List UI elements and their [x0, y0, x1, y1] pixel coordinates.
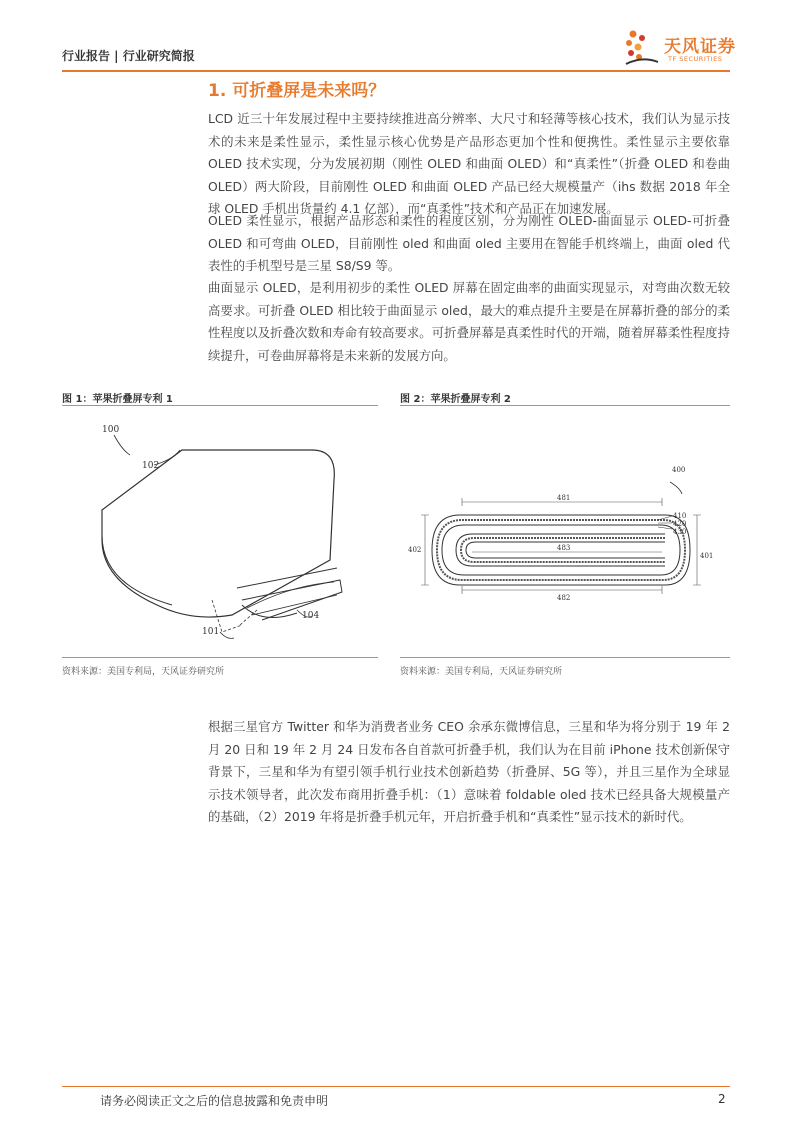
- fig2-label-400: 400: [672, 466, 686, 474]
- fig2-label-430: 430: [673, 528, 687, 536]
- fig2-label-481: 481: [557, 494, 571, 502]
- figure1-top-rule: [62, 405, 378, 406]
- fig2-label-483: 483: [557, 544, 571, 552]
- fig2-label-402: 402: [408, 546, 422, 554]
- fig1-label-101: 101: [202, 627, 220, 637]
- figure1-source: 资料来源：美国专利局，天风证券研究所: [62, 667, 225, 677]
- paragraph-3: 曲面显示 OLED，是利用初步的柔性 OLED 屏幕在固定曲率的曲面实现显示，对弯曲次数无较高要求。可折叠 OLED 相比较于曲面显示 oled，最大的难点提升主要是在屏幕折叠的部分的柔性程度以及折叠次数和寿命有较高要求。可折叠屏幕是真柔性时代的开端，随着屏幕柔性程度持续提升，可卷曲屏幕将是未来新的发展方向。: [208, 280, 730, 363]
- fig2-label-482: 482: [557, 594, 571, 602]
- fig1-label-104: 104: [302, 611, 320, 621]
- figure2-top-rule: [400, 405, 730, 406]
- logo-chinese-name: 天风证券: [664, 37, 736, 57]
- fig2-label-420: 420: [673, 520, 687, 528]
- section-title: 1. 可折叠屏是未来吗？: [208, 81, 386, 101]
- fig1-label-102: 102: [142, 461, 160, 471]
- company-logo: [622, 28, 734, 70]
- figure2-caption: 图 2：苹果折叠屏专利 2: [400, 394, 511, 405]
- footer-divider: [62, 1086, 730, 1087]
- fig2-label-410: 410: [673, 512, 687, 520]
- paragraph-4: 根据三星官方 Twitter 和华为消费者业务 CEO 余承东微博信息，三星和华为将分别于 19 年 2 月 20 日和 19 年 2 月 24 日发布各自首款可折叠手机，我们认为在目前 iPhone 技术创新保守背景下，三星和华为有望引领手机行业技术创新趋势（折叠屏、5G 等），并且三星作为全球显示技术领导者，此次发布商用折叠手机：（1）意味着 foldable oled 技术已经具备大规模量产的基础，（2）2019 年将是折叠手机元年，开启折叠手机和“真柔性”显示技术的新时代。: [208, 719, 730, 824]
- paragraph-2: OLED 柔性显示，根据产品形态和柔性的程度区别，分为刚性 OLED-曲面显示 OLED-可折叠 OLED 和可弯曲 OLED，目前刚性 oled 和曲面 oled 主要用在智能手机终端上，曲面 oled 代表性的手机型号是三星 S8/S9 等。: [208, 213, 730, 273]
- figure1-bottom-rule: [62, 657, 378, 658]
- figure1-caption: 图 1：苹果折叠屏专利 1: [62, 394, 173, 405]
- footer-disclaimer: 请务必阅读正文之后的信息披露和免责申明: [100, 1094, 329, 1108]
- fig2-label-401: 401: [700, 552, 714, 560]
- figure2-crosssection-diagram: [400, 410, 730, 655]
- figure2-source: 资料来源：美国专利局，天风证券研究所: [400, 667, 563, 677]
- page-number: 2: [718, 1092, 726, 1106]
- logo-english-name: TF SECURITIES: [668, 55, 723, 63]
- figure2-bottom-rule: [400, 657, 730, 658]
- flower-logo-icon: [622, 28, 662, 68]
- fig1-label-100: 100: [102, 425, 120, 435]
- figure1-foldable-diagram: [62, 410, 378, 655]
- paragraph-1: LCD 近三十年发展过程中主要持续推进高分辨率、大尺寸和轻薄等核心技术，我们认为显示技术的未来是柔性显示，柔性显示核心优势是产品形态更加个性和便携性。柔性显示主要依靠 OLED 技术实现，分为发展初期（刚性 OLED 和曲面 OLED）和“真柔性”（折叠 OLED 和卷曲 OLED）两大阶段，目前刚性 OLED 和曲面 OLED 产品已经大规模量产（ihs 数据 2018 年全球 OLED 手机出货量约 4.1 亿部），而“真柔性”技术和产品正在加速发展。: [208, 111, 730, 216]
- header-divider: [62, 70, 730, 72]
- header-report-type: 行业报告 | 行业研究简报: [62, 49, 195, 63]
